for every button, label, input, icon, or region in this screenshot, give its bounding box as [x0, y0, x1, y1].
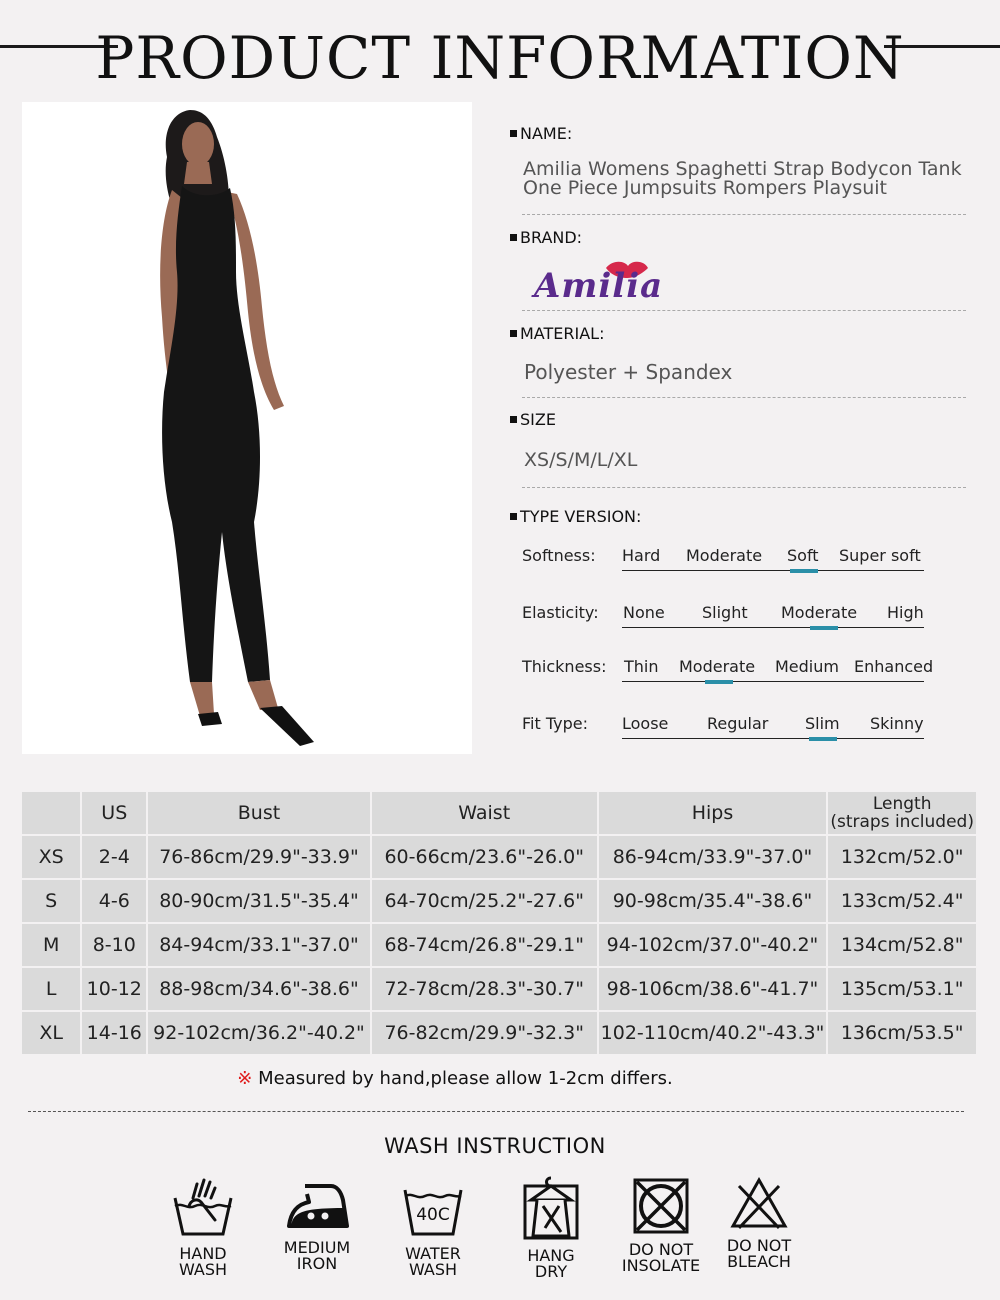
- do-not-insolate-icon: [631, 1176, 691, 1236]
- attribute-option: Moderate: [686, 546, 763, 565]
- wash-item-hand-wash: [148, 1176, 258, 1278]
- product-photo: [22, 102, 472, 754]
- table-cell: 76-82cm/29.9"-32.3": [372, 1012, 597, 1054]
- attribute-selected-marker: [790, 569, 818, 573]
- table-cell: 133cm/52.4": [828, 880, 976, 922]
- size-label: [510, 410, 556, 429]
- table-cell: 72-78cm/28.3"-30.7": [372, 968, 597, 1010]
- length-subheader-text: (straps included): [830, 812, 974, 832]
- table-cell: M: [22, 924, 80, 966]
- attribute-name: Thickness:: [522, 657, 607, 676]
- attribute-row-elasticity: [522, 603, 942, 633]
- measurement-note: [0, 1068, 910, 1089]
- attribute-option: Enhanced: [854, 657, 934, 676]
- wash-label-line1: HAND: [179, 1244, 227, 1263]
- attribute-option: Regular: [707, 714, 769, 733]
- attribute-option: Loose: [622, 714, 669, 733]
- wash-label-line1: HANG: [527, 1246, 575, 1265]
- attribute-scale-line: [622, 681, 924, 682]
- attribute-option: Slight: [702, 603, 748, 622]
- size-label-text: SIZE: [520, 410, 556, 429]
- attribute-row-thickness: [522, 657, 942, 687]
- table-header-row: [22, 792, 976, 834]
- wash-label: [148, 1246, 258, 1278]
- wash-item-medium-iron: [262, 1176, 372, 1272]
- table-cell: 60-66cm/23.6"-26.0": [372, 836, 597, 878]
- attribute-option: High: [887, 603, 924, 622]
- attribute-option-selected: Moderate: [679, 657, 756, 676]
- wash-label-line2: BLEACH: [727, 1252, 791, 1271]
- table-cell: 76-86cm/29.9"-33.9": [148, 836, 370, 878]
- page-header: [0, 18, 1000, 98]
- wash-temperature: 40C: [416, 1205, 450, 1225]
- table-row: [22, 880, 976, 922]
- attribute-name: Elasticity:: [522, 603, 599, 622]
- table-cell: 2-4: [82, 836, 146, 878]
- table-cell: 8-10: [82, 924, 146, 966]
- brand-label: [510, 228, 582, 247]
- divider: [522, 397, 966, 398]
- attribute-option: Hard: [622, 546, 661, 565]
- wash-label: [378, 1246, 488, 1278]
- attribute-option: Skinny: [870, 714, 924, 733]
- table-cell: XS: [22, 836, 80, 878]
- reference-mark-icon: ※: [237, 1068, 253, 1089]
- wash-item-water-wash: [378, 1176, 488, 1278]
- attribute-name: Softness:: [522, 546, 596, 565]
- attribute-name: Fit Type:: [522, 714, 588, 733]
- wash-instruction-title: WASH INSTRUCTION: [384, 1134, 606, 1158]
- table-header-cell-length: [828, 792, 976, 834]
- attribute-option: None: [623, 603, 665, 622]
- attribute-row-softness: [522, 546, 942, 576]
- bullet-square: [510, 130, 517, 137]
- attribute-row-fit-type: [522, 714, 942, 744]
- name-label: [510, 124, 572, 143]
- bullet-square: [510, 513, 517, 520]
- table-cell: L: [22, 968, 80, 1010]
- table-cell: 88-98cm/34.6"-38.6": [148, 968, 370, 1010]
- table-cell: 102-110cm/40.2"-43.3": [599, 1012, 827, 1054]
- section-divider: [28, 1111, 964, 1112]
- attribute-option-selected: Moderate: [781, 603, 858, 622]
- attribute-selected-marker: [809, 737, 837, 741]
- wash-label-line2: INSOLATE: [621, 1256, 701, 1275]
- hand-wash-icon: [171, 1176, 235, 1240]
- attribute-scale-line: [622, 738, 924, 739]
- wash-label: [262, 1240, 372, 1272]
- type-version-label: [510, 507, 641, 526]
- wash-label: [496, 1248, 606, 1280]
- table-cell: S: [22, 880, 80, 922]
- bullet-square: [510, 416, 517, 423]
- attribute-option: Super soft: [839, 546, 921, 565]
- wash-label: [704, 1238, 814, 1270]
- name-label-text: NAME:: [520, 124, 573, 143]
- divider: [522, 310, 966, 311]
- table-cell: 94-102cm/37.0"-40.2": [599, 924, 827, 966]
- table-header-cell: Waist: [372, 792, 597, 834]
- table-header-cell: Bust: [148, 792, 370, 834]
- wash-label-line2: DRY: [534, 1262, 568, 1281]
- wash-item-hang-dry: [496, 1176, 606, 1280]
- table-header-cell: [22, 792, 80, 834]
- table-row: [22, 968, 976, 1010]
- type-version-label-text: TYPE VERSION:: [520, 507, 642, 526]
- table-row: [22, 1012, 976, 1054]
- product-name-line2: One Piece Jumpsuits Rompers Playsuit: [523, 177, 888, 199]
- length-header-text: Length: [872, 794, 932, 814]
- wash-item-do-not-bleach: [704, 1176, 814, 1270]
- table-cell: 68-74cm/26.8"-29.1": [372, 924, 597, 966]
- attribute-option-selected: Soft: [787, 546, 819, 565]
- brand-label-text: BRAND:: [520, 228, 583, 247]
- table-cell: 84-94cm/33.1"-37.0": [148, 924, 370, 966]
- wash-label: [606, 1242, 716, 1274]
- attribute-option: Thin: [624, 657, 659, 676]
- attribute-selected-marker: [705, 680, 733, 684]
- divider: [522, 214, 966, 215]
- attribute-selected-marker: [810, 626, 838, 630]
- divider: [522, 487, 966, 488]
- table-header-cell: Hips: [599, 792, 827, 834]
- size-value: XS/S/M/L/XL: [524, 449, 638, 471]
- bullet-square: [510, 330, 517, 337]
- bullet-square: [510, 234, 517, 241]
- table-cell: XL: [22, 1012, 80, 1054]
- table-cell: 10-12: [82, 968, 146, 1010]
- material-value: Polyester + Spandex: [524, 360, 733, 384]
- size-chart-table: [20, 790, 978, 1056]
- table-cell: 98-106cm/38.6"-41.7": [599, 968, 827, 1010]
- table-cell: 80-90cm/31.5"-35.4": [148, 880, 370, 922]
- table-cell: 4-6: [82, 880, 146, 922]
- table-header-cell: US: [82, 792, 146, 834]
- wash-label-line2: WASH: [178, 1260, 228, 1279]
- wash-label-line2: WASH: [408, 1260, 458, 1279]
- attribute-scale-line: [622, 627, 924, 628]
- do-not-bleach-icon: [729, 1176, 789, 1232]
- wash-item-do-not-insolate: [606, 1176, 716, 1274]
- table-row: [22, 924, 976, 966]
- measurement-note-text: Measured by hand,please allow 1-2cm differs.: [252, 1068, 673, 1089]
- product-name-line1: Amilia Womens Spaghetti Strap Bodycon Tank: [523, 158, 962, 180]
- brand-logo: [528, 258, 698, 308]
- model-silhouette: [22, 102, 472, 754]
- table-cell: 86-94cm/33.9"-37.0": [599, 836, 827, 878]
- wash-label-line1: DO NOT: [628, 1240, 694, 1259]
- wash-label-line2: IRON: [296, 1254, 338, 1273]
- table-cell: 64-70cm/25.2"-27.6": [372, 880, 597, 922]
- attribute-scale-line: [622, 570, 924, 571]
- table-cell: 90-98cm/35.4"-38.6": [599, 880, 827, 922]
- material-label-text: MATERIAL:: [520, 324, 605, 343]
- material-label: [510, 324, 604, 343]
- wash-label-line1: MEDIUM: [283, 1238, 351, 1257]
- table-row: [22, 836, 976, 878]
- table-cell: 134cm/52.8": [828, 924, 976, 966]
- table-cell: 136cm/53.5": [828, 1012, 976, 1054]
- water-wash-icon: [401, 1176, 465, 1240]
- wash-label-line1: WATER: [405, 1244, 461, 1263]
- hang-dry-icon: [521, 1176, 581, 1242]
- attribute-option: Medium: [775, 657, 839, 676]
- wash-label-line1: DO NOT: [726, 1236, 792, 1255]
- table-cell: 14-16: [82, 1012, 146, 1054]
- table-cell: 132cm/52.0": [828, 836, 976, 878]
- table-cell: 135cm/53.1": [828, 968, 976, 1010]
- brand-logo-text: Amilia: [534, 266, 664, 306]
- table-cell: 92-102cm/36.2"-40.2": [148, 1012, 370, 1054]
- page-title: PRODUCT INFORMATION: [95, 24, 905, 92]
- attribute-option-selected: Slim: [805, 714, 840, 733]
- iron-icon: [285, 1176, 349, 1234]
